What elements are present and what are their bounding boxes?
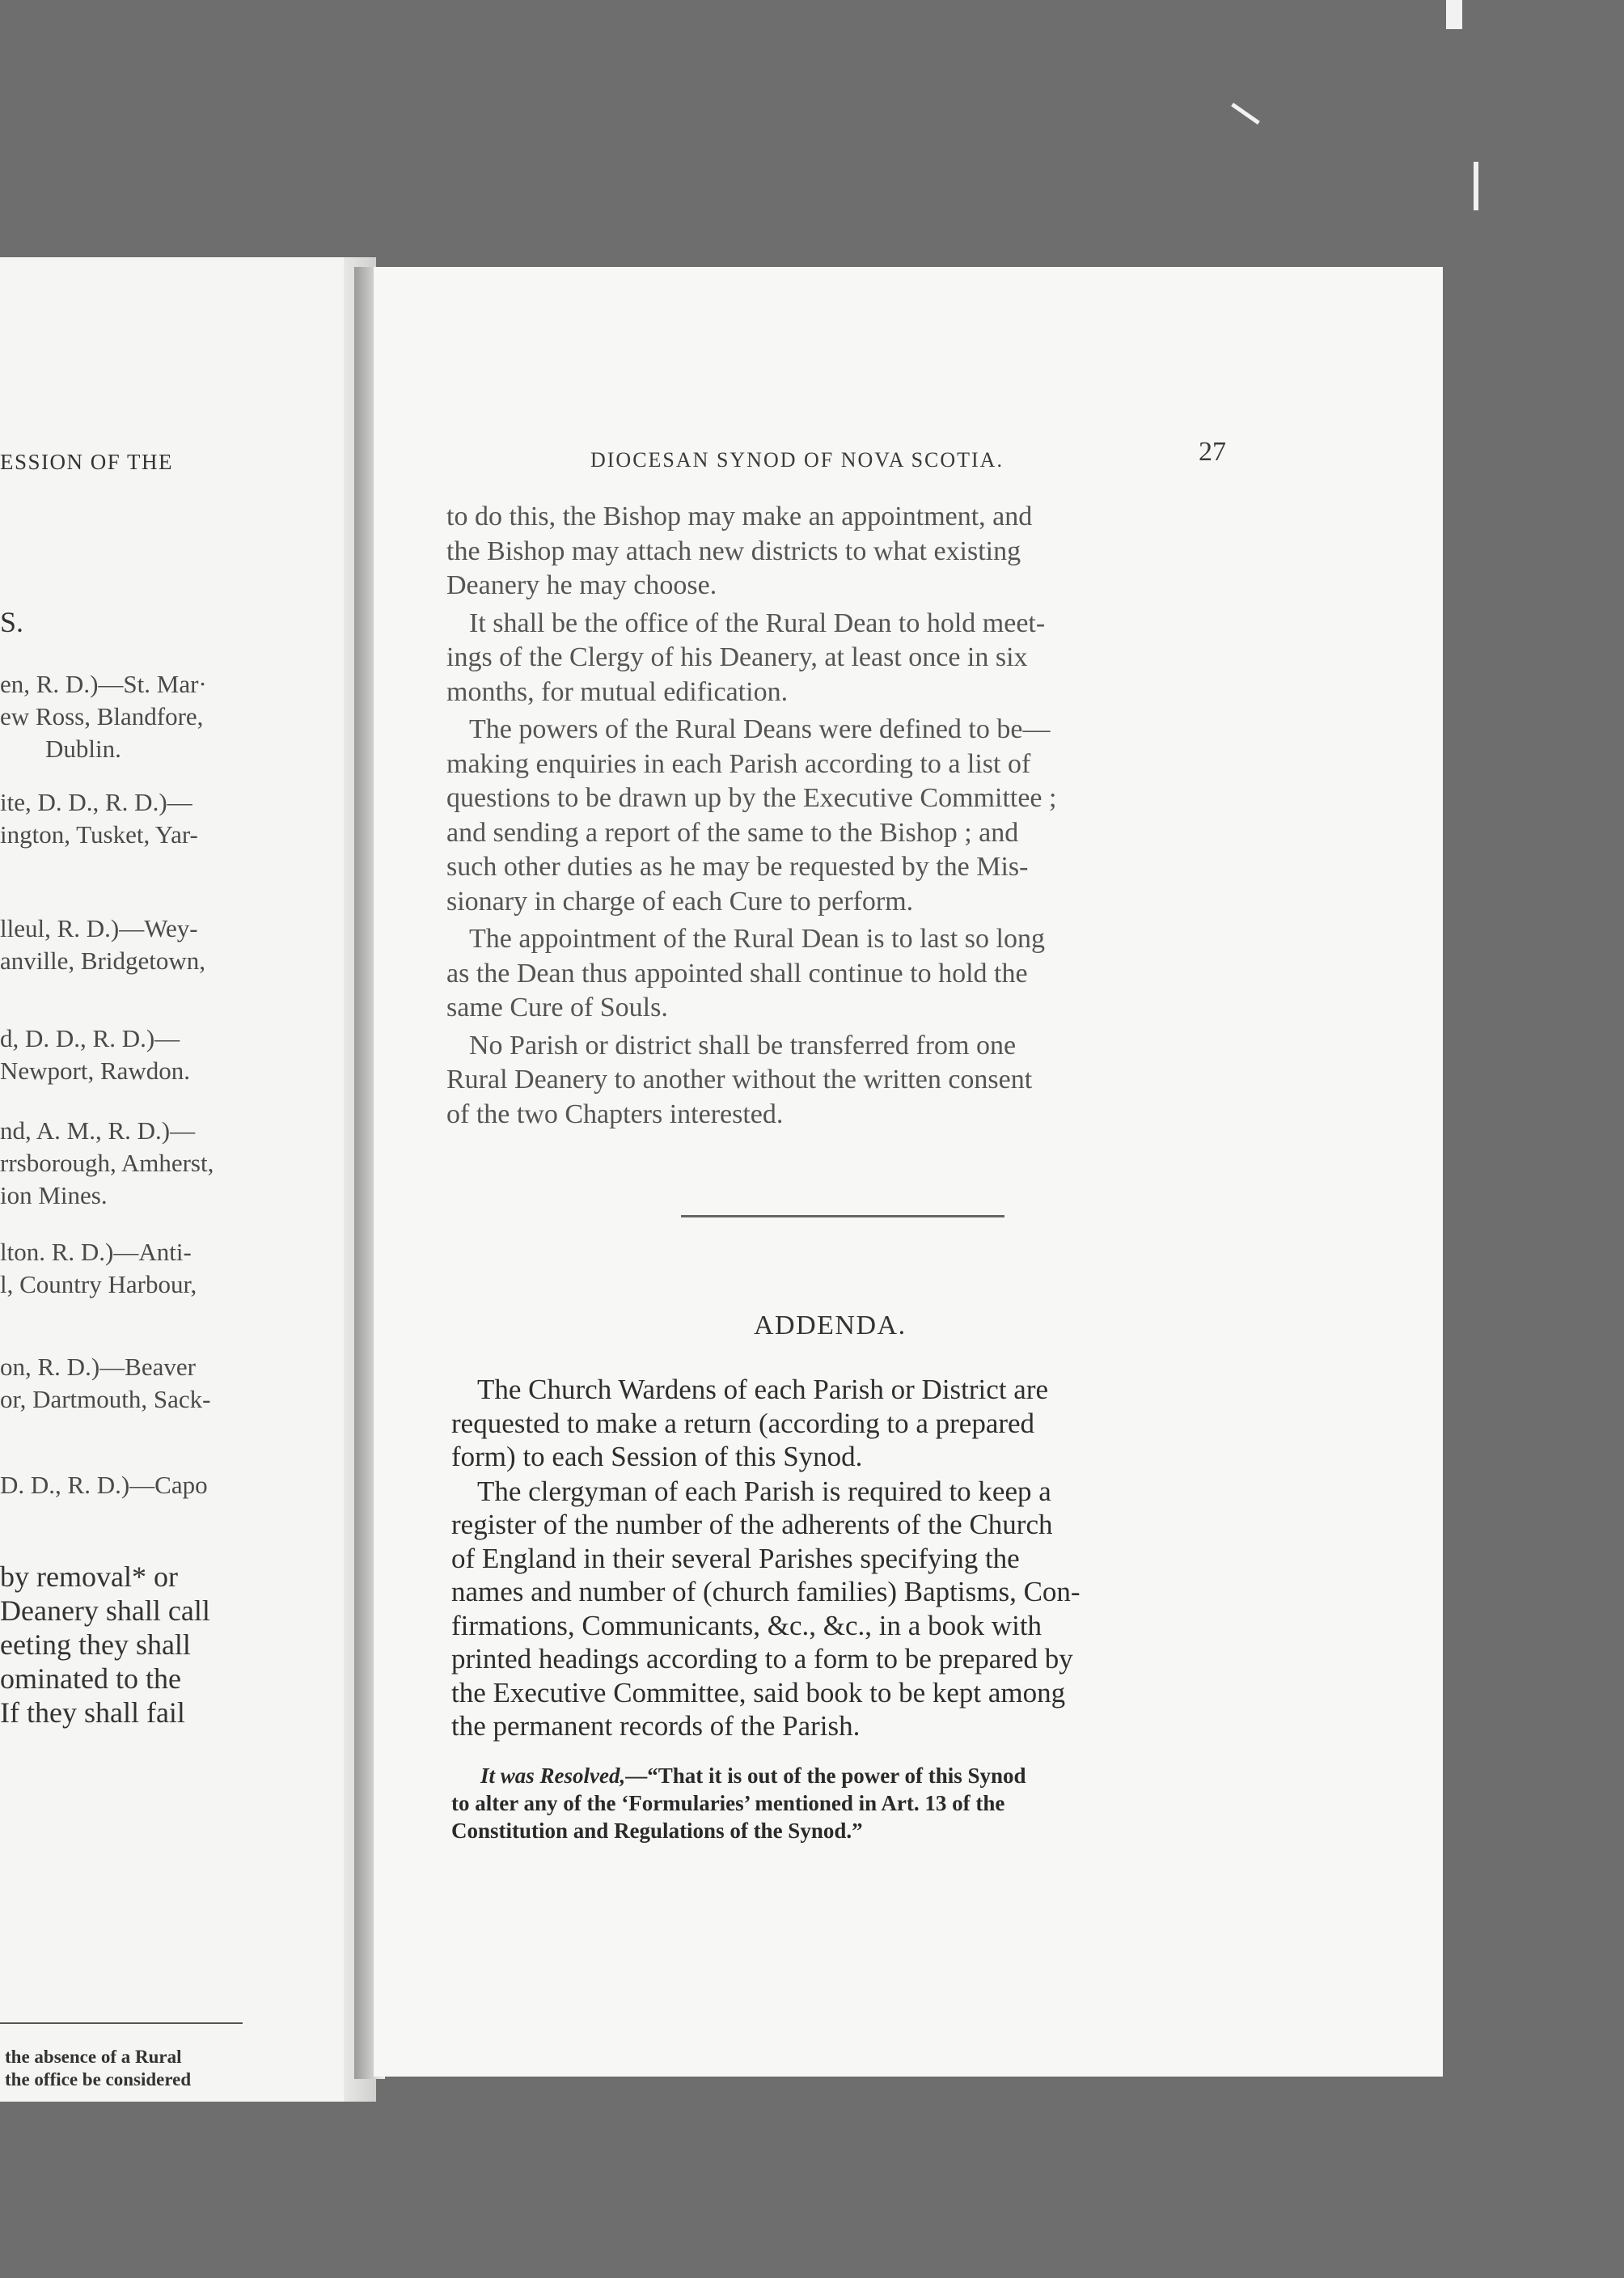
addenda-text-line: form) to each Session of this Synod. [451, 1441, 863, 1472]
running-head: DIOCESAN SYNOD OF NOVA SCOTIA. [590, 448, 1004, 472]
body-text-line: of the two Chapters interested. [446, 1099, 784, 1129]
addenda-text-line: firmations, Communicants, &c., &c., in a book with [451, 1609, 1042, 1641]
body-text-line: same Cure of Souls. [446, 993, 668, 1023]
body-text-line: No Parish or district shall be transferred from one [469, 1030, 1017, 1061]
footnote-line: the office be considered [5, 2069, 192, 2090]
left-page [0, 257, 354, 2102]
deanery-entry-line: ion Mines. [0, 1181, 108, 1209]
body-text-line: as the Dean thus appointed shall continue to hold the [446, 958, 1028, 989]
right-page [374, 267, 1443, 2077]
section-heading-fragment: S. [0, 606, 24, 638]
addenda-text-line: register of the number of the adherents of the Church [451, 1509, 1053, 1540]
resolution-line: to alter any of the ‘Formularies’ mentioned in Art. 13 of the [451, 1791, 1005, 1815]
body-text-line: It shall be the office of the Rural Dean to hold meet- [469, 608, 1046, 638]
resolution-line: Constitution and Regulations of the Synod.” [451, 1819, 863, 1843]
addenda-text-line: of England in their several Parishes specifying the [451, 1542, 1020, 1574]
body-text-line: The appointment of the Rural Dean is to last so long [469, 924, 1045, 954]
body-text-line: to do this, the Bishop may make an appointment, and [446, 502, 1033, 531]
deanery-entry-line: ington, Tusket, Yar- [0, 820, 198, 849]
addenda-text-line: the permanent records of the Parish. [451, 1710, 861, 1742]
body-text-line: The powers of the Rural Deans were defined to be— [469, 714, 1051, 744]
body-text-line: making enquiries in each Parish according to a list of [446, 748, 1031, 779]
body-text-line: ings of the Clergy of his Deanery, at least once in six [446, 642, 1028, 672]
body-text-line: sionary in charge of each Cure to perform. [446, 886, 914, 917]
addenda-text-line: printed headings according to a form to be prepared by [451, 1643, 1073, 1675]
deanery-entry-line: lton. R. D.)—Anti- [0, 1238, 192, 1266]
scratch-mark [1474, 162, 1478, 210]
body-text-line: the Bishop may attach new districts to what existing [446, 536, 1021, 566]
text-line: eeting they shall [0, 1628, 191, 1661]
text-line: ominated to the [0, 1662, 181, 1695]
section-divider-rule [681, 1215, 1004, 1217]
film-edge-mark [1446, 0, 1462, 29]
body-text-line: questions to be drawn up by the Executive Committee ; [446, 783, 1057, 813]
page-number: 27 [1199, 437, 1226, 467]
deanery-entry-line: nd, A. M., R. D.)— [0, 1116, 196, 1145]
body-text-line: Rural Deanery to another without the written consent [446, 1065, 1033, 1095]
addenda-text-line: requested to make a return (according to a prepared [451, 1407, 1035, 1439]
text-line: If they shall fail [0, 1696, 185, 1729]
resolution-line [480, 1764, 1026, 1789]
deanery-entry-line: ite, D. D., R. D.)— [0, 788, 192, 816]
deanery-entry-line: rrsborough, Amherst, [0, 1149, 214, 1177]
deanery-entry-line: anville, Bridgetown, [0, 946, 205, 975]
deanery-entry-line: ew Ross, Blandfore, [0, 702, 204, 730]
deanery-entry-line: D. D., R. D.)—Capo [0, 1471, 208, 1499]
body-text-line: such other duties as he may be requested by the Mis- [446, 852, 1029, 882]
footnote-line: the absence of a Rural [5, 2047, 182, 2067]
footnote-rule [0, 2022, 243, 2024]
resolution-lead: It was Resolved, [480, 1764, 626, 1788]
body-text-line: and sending a report of the same to the Bishop ; and [446, 817, 1019, 848]
body-text-line: months, for mutual edification. [446, 676, 789, 707]
deanery-entry-line: or, Dartmouth, Sack- [0, 1385, 211, 1413]
text-line: by removal* or [0, 1560, 178, 1593]
deanery-entry-line: on, R. D.)—Beaver [0, 1353, 196, 1381]
deanery-entry-line: en, R. D.)—St. Mar· [0, 670, 207, 698]
addenda-text-line: The clergyman of each Parish is required to keep a [477, 1475, 1051, 1507]
text-line: Deanery shall call [0, 1594, 210, 1627]
deanery-entry-line: Dublin. [45, 735, 121, 763]
deanery-entry-line: l, Country Harbour, [0, 1270, 197, 1298]
running-head-left: ESSION OF THE [0, 450, 174, 474]
deanery-entry-line: Newport, Rawdon. [0, 1056, 191, 1085]
body-text-line: Deanery he may choose. [446, 570, 717, 600]
addenda-text-line: names and number of (church families) Baptisms, Con- [451, 1576, 1081, 1607]
addenda-heading: ADDENDA. [754, 1310, 907, 1340]
addenda-text-line: the Executive Committee, said book to be kept among [451, 1676, 1066, 1708]
deanery-entry-line: d, D. D., R. D.)— [0, 1024, 180, 1052]
deanery-entry-line: lleul, R. D.)—Wey- [0, 914, 198, 942]
resolution-text: —“That it is out of the power of this Synod [625, 1764, 1026, 1788]
addenda-text-line: The Church Wardens of each Parish or District are [477, 1374, 1049, 1405]
